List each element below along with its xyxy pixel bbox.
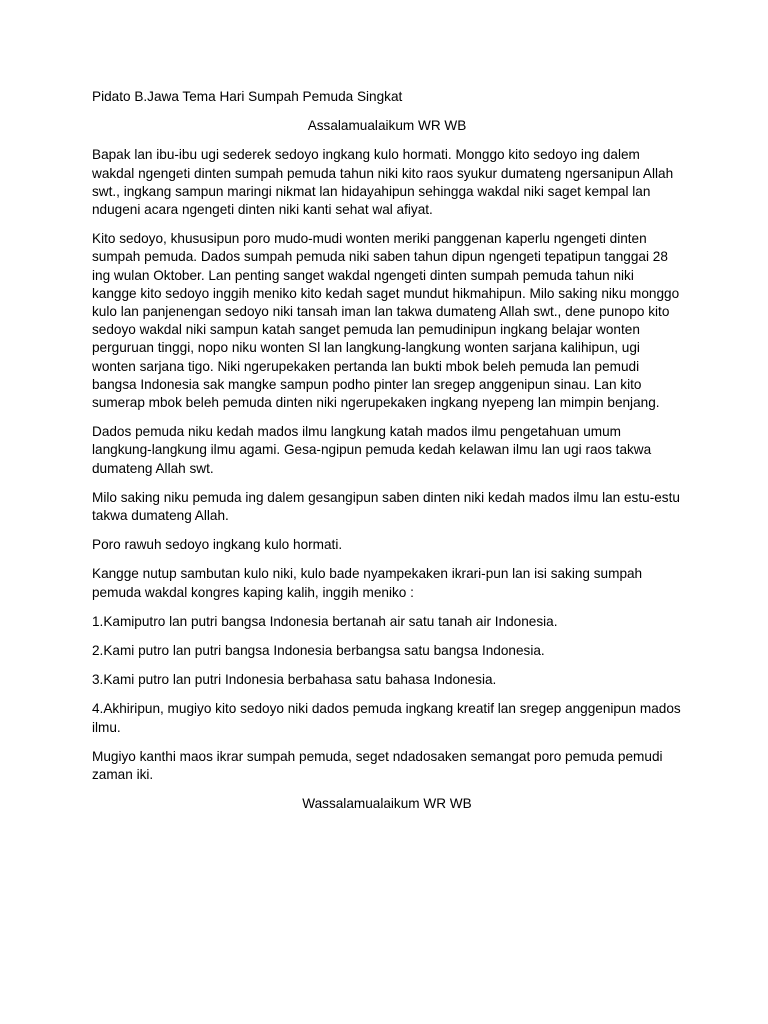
pledge-item-3: 3.Kami putro lan putri Indonesia berbahasa satu bahasa Indonesia. (92, 672, 497, 688)
pledge-item-1: 1.Kamiputro lan putri bangsa Indonesia bertanah air satu tanah air Indonesia. (92, 613, 558, 629)
document-body (92, 88, 682, 814)
pledge-item-4: 4.Akhiripun, mugiyo kito sedoyo niki dados pemuda ingkang kreatif lan sregep anggenipun mados ilmu. (92, 701, 681, 735)
paragraph-sumpah-pemuda: Kito sedoyo, khususipun poro mudo-mudi wonten meriki panggenan kaperlu ngengeti dinten sumpah pemuda. Dados sumpah pemuda niki saben tahun dipun ngengeti tepatipun tanggai 28 ing wulan Oktober. Lan penting sanget wakdal ngengeti dinten sumpah pemuda tahun niki kangge kito sedoyo inggih meniko kito kedah saget mundut hikmahipun. Milo saking niku monggo kulo lan panjenengan sedoyo niki tansah iman lan takwa dumateng Allah swt., dene punopo kito sedoyo wakdal niki sampun katah sanget pemuda lan pemudinipun ingkang belajar wonten perguruan tinggi, nopo niku wonten Sl lan langkung-langkung wonten sarjana kalihipun, ugi wonten sarjana tigo. Niki ngerupekaken pertanda lan bukti mbok beleh pemuda lan pemudi bangsa Indonesia sak mangke sampun podho pinter lan sregep anggenipun sinau. Lan kito sumerap mbok beleh pemuda dinten niki ngerupekaken ingkang nyepeng lan mimpin benjang. (92, 231, 680, 411)
paragraph-address: Poro rawuh sedoyo ingkang kulo hormati. (92, 537, 343, 553)
closing-greeting: Wassalamualaikum WR WB (302, 796, 472, 812)
paragraph-final-wish: Mugiyo kanthi maos ikrar sumpah pemuda, seget ndadosaken semangat poro pemuda pemudi zaman iki. (92, 748, 663, 783)
paragraph-mados-ilmu: Dados pemuda niku kedah mados ilmu langkung katah mados ilmu pengetahuan umum langkung-langkung ilmu agami. Gesa-ngipun pemuda kedah kelawan ilmu lan ugi raos takwa dumateng Allah swt. (92, 424, 652, 476)
pledge-item-2: 2.Kami putro lan putri bangsa Indonesia berbangsa satu bangsa Indonesia. (92, 643, 545, 659)
paragraph-opening: Bapak lan ibu-ibu ugi sederek sedoyo ingkang kulo hormati. Monggo kito sedoyo ing dalem wakdal ngengeti dinten sumpah pemuda tahun niki kito raos syukur dumateng ngersanipun Allah swt., ingkang sampun maringi nikmat lan hidayahipun sehingga wakdal niki saget kempal lan ndugeni acara ngengeti dinten niki kanti sehat wal afiyat. (92, 147, 674, 218)
document-title: Pidato B.Jawa Tema Hari Sumpah Pemuda Singkat (92, 89, 403, 104)
paragraph-takwa: Milo saking niku pemuda ing dalem gesangipun saben dinten niki kedah mados ilmu lan estu-estu takwa dumateng Allah. (92, 489, 680, 524)
paragraph-closing-intro: Kangge nutup sambutan kulo niki, kulo bade nyampekaken ikrari-pun lan isi saking sumpah pemuda wakdal kongres kaping kalih, inggih meniko : (92, 566, 643, 600)
opening-greeting: Assalamualaikum WR WB (307, 118, 467, 134)
